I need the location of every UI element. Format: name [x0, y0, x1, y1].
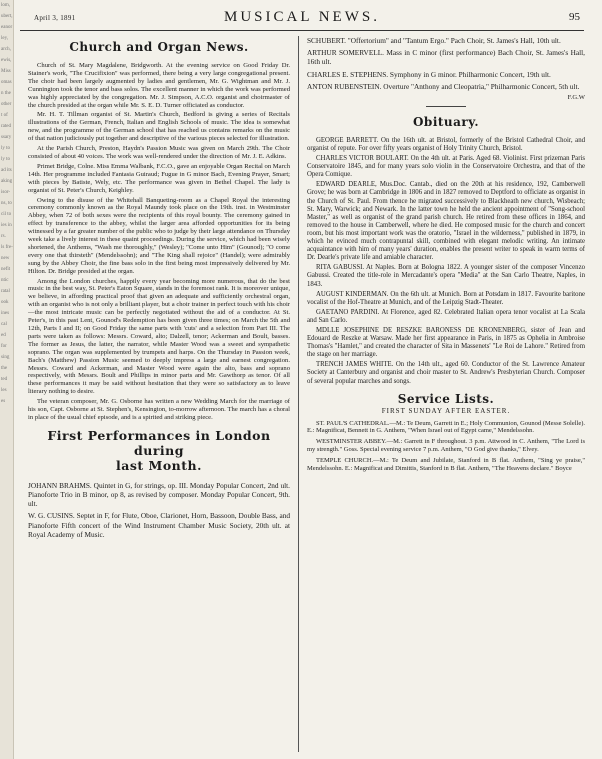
service-lists-heading: Service Lists.: [397, 391, 495, 406]
service-list-entry: TEMPLE CHURCH.—M.: Te Deum and Jubilate, Stanford in B flat. Anthem, "Sing ye praise," Mendelssohn. E.: Magnificat and Dimittis, Stanford in B flat. Anthem, "The Heavens declare." Boyce: [307, 457, 585, 473]
service-subheading: FIRST SUNDAY AFTER EASTER.: [381, 406, 511, 415]
church-news-section: [28, 62, 290, 422]
church-news-paragraph: Among the London churches, happily every year becoming more numerous, that do the best music in the best way, St. Peter's Eaton Square, stands in the foremost rank. It is moreover unique, we believe, in affording practical proof that given an adequate and sufficiently orchestral organ, with an organist who is not only a brilliant player, but a choir trainer in perfect touch with his choir—the most intricate music can be perfectly negotiated without the aid of a conductor. At St. Peter's, in this past Lent, Gounod's Redemption has been given three times; on March the 5th and 12th, Parts I and II; on Good Friday the same parts with 'cuts' and a selection from Part III. The parts were taken as follows: Messrs. Coward, alto; Dalzell, tenor; Ackerman and Boult, basses. The former as Jesus, the latter, the narrator, while Master Wood was a sweet and sympathetic soprano. The organ was supplemented by trumpets and harps. On the Thursday in Passion week, Bach's (Matthew) Passion Music seemed to deeply impress a large and earnest congregation. Messrs. Coward and Ackerman, and Master Wood were again the alto, bass and soprano respectively, with Messrs. Boult and Phillips in minor parts and Mr. Gawthorp as tenor. Of all these performances it may be said without hesitation that they were so satisfactory as to leave literary nothing to desire.: [28, 277, 290, 396]
first-performances-heading-line2: last Month.: [116, 457, 202, 473]
margin-text-fragment: ewis,: [1, 58, 12, 63]
column-divider: [298, 36, 299, 752]
margin-text-fragment: ies in: [1, 223, 12, 228]
first-performances-heading-line1: First Performances in London during: [47, 427, 271, 458]
author-signature: F.G.W: [567, 94, 585, 102]
obituary-entry: TRENCH JAMES WHITE. On the 14th ult., aged 60. Conductor of the St. Lawrence Amateur Society at Canterbury and organist and choir master to St. Andrew's Presbyterian Church. Composer of several popular marches and songs.: [307, 361, 585, 385]
margin-text-fragment: ns, to: [1, 201, 12, 206]
margin-text-fragment: ls fre-: [1, 245, 13, 250]
margin-text-fragment: eanor: [1, 25, 13, 30]
left-column: [28, 36, 290, 752]
margin-text-fragment: ines: [1, 311, 10, 316]
publication-title: MUSICAL NEWS.: [224, 9, 380, 25]
service-lists-section: [307, 420, 585, 473]
first-performances-heading: [28, 428, 290, 473]
obituary-entry: CHARLES VICTOR BOULART. On the 4th ult. at Paris. Aged 68. Violinist. First prizeman Paris Conservatoire 1845, and for many years solo violin in the Conservatoire Orchestra, and that of the Opera Comique.: [307, 155, 585, 179]
margin-text-fragment: aking: [1, 179, 13, 184]
obituary-entry: GEORGE BARRETT. On the 16th ult. at Bristol, formerly of the Bristol Cathedral Choir, and organist of repute. For over fifty years organist of Holy Trinity Church, Bristol.: [307, 136, 585, 153]
church-news-paragraph: Church of St. Mary Magdalene, Bridgworth. At the evening service on Good Friday Dr. Stainer's work, "The Crucifixion" was performed, there being a very large congregational present. The choir had been largely augmented by ladies and gentlemen, Mr. G. Wightman and Mr. J. Cunnington took the tenor and bass solos. The excellent manner in which the work was performed was highly appreciated by the congregation. Mr. J. Simpson, A.C.O. organist and choirmaster of the church presided at the organ while Mr. S. E. D. Turner officiated as conductor.: [28, 62, 290, 109]
right-column: [307, 36, 585, 752]
obituary-entry: AUGUST KINDERMAN. On the 6th ult. at Munich. Born at Potsdam in 1817. Favourite baritone vocalist of the Hof-Theatre at Munich, and of the Leipzig Stadt-Theater.: [307, 290, 585, 306]
margin-text-fragment: es: [1, 399, 6, 404]
margin-text-fragment: rs.: [1, 234, 6, 239]
page-header: [20, 8, 584, 31]
margin-text-fragment: ratal: [1, 289, 10, 294]
margin-text-fragment: new: [1, 256, 10, 261]
margin-text-fragment: ed: [1, 333, 6, 338]
margin-text-fragment: ad its: [1, 168, 12, 173]
church-news-paragraph: Primet Bridge, Colne. Miss Emma Walbank, F.C.O., gave an enjoyable Organ Recital on March 14th. Her programme included Fantasia Guiraud; Fugue in G minor Bach, Evening Prayer, Smart; with pieces by Batiste, Wely, etc. The performance was given in Bethel Chapel. The lady is organist of St. Peter's Church, Keighley.: [28, 162, 290, 194]
margin-text-fragment: cal: [1, 322, 7, 327]
church-organ-news-heading: Church and Organ News.: [69, 40, 249, 54]
obituary-heading: Obituary.: [412, 114, 480, 129]
performance-entry: JOHANN BRAHMS. Quintet in G, for strings, op. III. Monday Popular Concert, 2nd ult. Pianoforte Trio in B minor, op 8, as revised by composer. Monday Popular Concert, 9th. ult.: [28, 480, 290, 509]
margin-text-fragment: rated: [1, 124, 11, 129]
margin-text-fragment: nefit: [1, 267, 11, 272]
margin-text-fragment: for: [1, 344, 7, 349]
church-news-paragraph: The veteran composer, Mr. G. Osborne has written a new Wedding March for the marriage of his son, Capt. Osborne at St. Stephen's, Kensington, to-morrow afternoon. The march has a choral in place of the usual chief episode, and is a spirited and striking piece.: [28, 398, 290, 421]
service-list-entry: ST. PAUL'S CATHEDRAL.—M.: Te Deum, Garrett in E.; Holy Communion, Gounod (Messe Solelle). E.: Magnificat, Bennett in G. Anthem, "When Israel out of Egypt came," Mendelssohn.: [307, 419, 585, 435]
margin-text-fragment: the: [1, 366, 8, 371]
previous-page-margin: [0, 0, 14, 759]
margin-text-fragment: cil to: [1, 212, 12, 217]
performance-entry: CHARLES E. STEPHENS. Symphony in G minor. Philharmonic Concert, 19th ult.: [307, 69, 551, 79]
margin-text-fragment: lom,: [1, 3, 11, 8]
margin-text-fragment: n the: [1, 91, 11, 96]
margin-text-fragment: ntic: [1, 278, 9, 283]
first-performances-list-left: [28, 481, 290, 539]
service-list-entry: WESTMINSTER ABBEY.—M.: Garrett in F throughout. 3 p.m. Attwood in C. Anthem, "The Lord is my strength." Goss. Special evening service 7 p.m. Anthem, "O God give thanks," Elvey.: [307, 438, 585, 454]
church-news-paragraph: Mr. H. T. Tillman organist of St. Martin's Church, Bedford is giving a series of Recitals illustrations of the German, French, Italian and English Schools of music. The idea is somewhat new, and the programme of the German school that has reached us contains remarks on the music of that nation judiciously put together and descriptive of the various pieces selected for illustration.: [28, 111, 290, 143]
obituary-entry: EDWARD DEARLE, Mus.Doc. Cantab., died on the 20th at his residence, 192, Camberwell Grove; he was born at Cambridge in 1806 and in 1827 removed to Deptford to officiate as organist in the Church of St. Paul. From thence he migrated successively to Blackheath new church, Wisbeach; St. Mary, Warwick; and Newark. In the latter town he held the ancient appointment of "Song-school Master," as well as organist of the grand parish church. He retired from these offices in 1864, and removed to the house in Camberwell, where he died. He composed music for the church and concert room, but his most important work was the oratorio, "Israel in the wilderness," published in 1879, in which he evinced much contrapuntal skill, combined with elegant melodic writing. An intimate acquaintance with him of many years' duration, enables the present writer to speak in warm terms of Dr. Dearle's private life and amiable character.: [307, 181, 585, 262]
margin-text-fragment: ook: [1, 300, 9, 305]
margin-text-fragment: sing: [1, 355, 10, 360]
margin-text-fragment: ley,: [1, 36, 9, 41]
issue-date: April 3, 1891: [34, 14, 76, 22]
margin-text-fragment: ted: [1, 377, 8, 382]
margin-text-fragment: omas: [1, 80, 12, 85]
margin-text-fragment: Miss: [1, 69, 11, 74]
margin-text-fragment: ly to: [1, 146, 11, 151]
margin-text-fragment: other: [1, 102, 12, 107]
margin-text-fragment: arch,: [1, 47, 11, 52]
obituary-entry: MDLLE JOSEPHINE DE RESZKE BARONESS DE KRONENBERG, sister of Jean and Edouard de Reszke at Warsaw. Made her first appearance in Paris, in 1875 as Ophelia in Ambroise Thomas's "Hamlet," and created the character of Sita in Massenets' "Le Roi de Lahore." Retired from the stage on her marriage.: [307, 326, 585, 359]
first-performances-list-right: [307, 36, 585, 91]
obituary-section: [307, 137, 585, 386]
margin-text-fragment: les: [1, 388, 7, 393]
performance-entry: SCHUBERT. "Offertorium" and "Tantum Ergo." Pach Choir, St. James's Hall, 10th ult.: [307, 36, 561, 45]
margin-text-fragment: ly to: [1, 157, 11, 162]
obituary-entry: GAETANO PARDINI. At Florence, aged 82. Celebrated Italian opera tenor vocalist at La Scala and San Carlo.: [307, 308, 585, 324]
performance-entry: ARTHUR SOMERVELL. Mass in C minor (first performance) Bach Choir, St. James's Hall, 16th ult.: [307, 48, 585, 67]
margin-text-fragment: ubert,: [1, 14, 13, 19]
performance-entry: ANTON RUBENSTEIN. Overture "Anthony and Cleopatria," Philharmonic Concert, 5th ult.: [307, 81, 580, 91]
section-rule: [426, 106, 466, 107]
margin-text-fragment: ssary: [1, 135, 12, 140]
margin-text-fragment: isor-: [1, 190, 11, 195]
margin-text-fragment: t of: [1, 113, 8, 118]
church-news-paragraph: Owing to the disuse of the Whitehall Banqueting-room as a Chapel Royal the interesting ceremony commonly known as the Royal Maundy took place on the 19th. inst. in Westminster Abbey, when 72 of both sexes were the recipients of this royal bounty. The ceremony gained in effect by transference to the abbey, whilst the larger area afforded opportunities for its being witnessed by a far greater number of the public who to judge by their large attendance on Thursday week take a lively interest in these quaint proceedings. During the service, which had been wisely shortened, the Anthems, "Wash me thoroughly," (Wesley); "Come unto Him" (Gounod); "O come every one that thirsteth" (Mendelssohn); and "The King shall rejoice" (Handel); were admirably sung by the Abbey Choir, the fine bass solo in the first being most impressively delivered by Mr. Hilton. Dr. Bridge presided at the organ.: [28, 196, 290, 275]
church-news-paragraph: At the Parish Church, Preston, Haydn's Passion Music was given on March 29th. The Choir consisted of about 40 voices. The work was well-rendered under the direction of Mr. J. E. Adkins.: [28, 145, 290, 160]
page-number: 95: [569, 11, 580, 23]
performance-entry: W. G. CUSINS. Septet in F, for Flute, Oboe, Clarionet, Horn, Bassoon, Double Bass, and Pianoforte Fifth concert of the Wind Instrument Chamber Music Society, 20th ult. at Royal Academy of Music.: [28, 511, 290, 539]
obituary-entry: RITA GABUSSI. At Naples. Born at Bologna 1822. A younger sister of the composer Vincenzo Gabussi. Created the title-role in Mercadante's opera "Media" at the San Carlo Theatre, Naples, in 1843.: [307, 264, 585, 288]
